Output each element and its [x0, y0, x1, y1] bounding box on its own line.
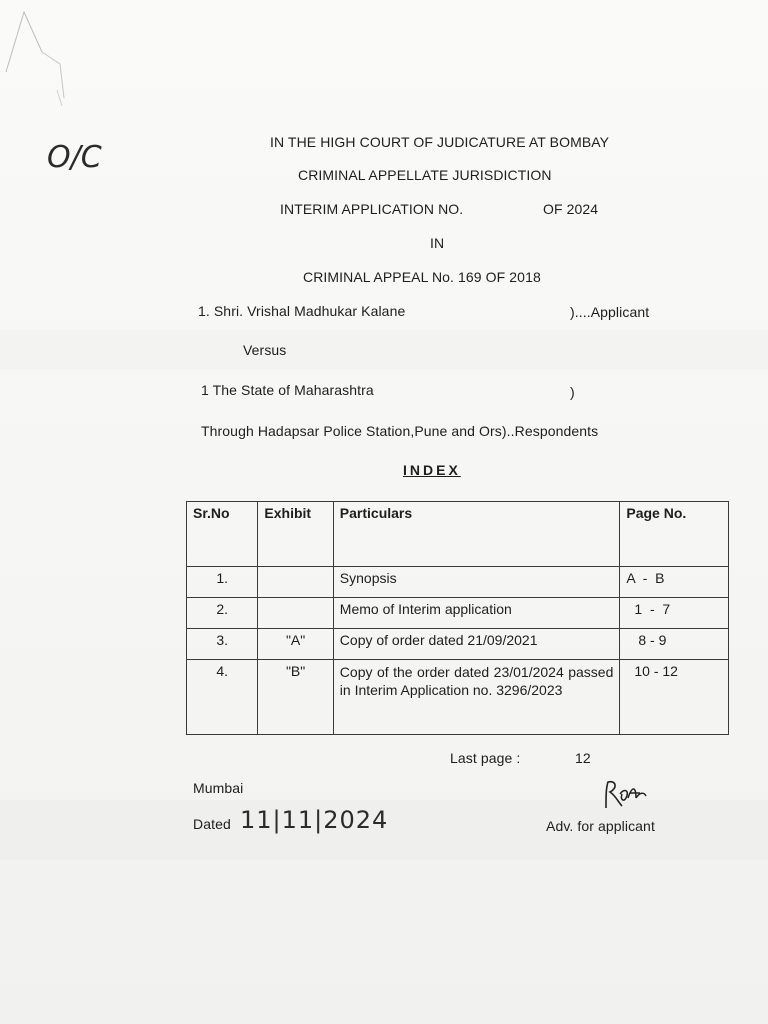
header-exhibit: Exhibit	[258, 502, 333, 567]
place-label: Mumbai	[193, 780, 244, 796]
index-table	[186, 501, 729, 735]
court-title: IN THE HIGH COURT OF JUDICATURE AT BOMBAY	[270, 134, 610, 150]
applicant-name: 1. Shri. Vrishal Madhukar Kalane	[198, 303, 406, 319]
row-particulars: Copy of the order dated 23/01/2024 passed in Interim Application no. 3296/2023	[333, 660, 620, 735]
row-particulars: Memo of Interim application	[333, 598, 620, 629]
application-year: OF 2024	[543, 201, 599, 217]
signature-icon	[600, 778, 650, 814]
handwritten-margin-note: O/C	[47, 140, 102, 175]
row-sr-no: 3.	[187, 629, 258, 660]
applicant-role: )....Applicant	[570, 304, 650, 320]
table-row	[187, 660, 729, 735]
criminal-appeal-number: CRIMINAL APPEAL No. 169 OF 2018	[303, 269, 541, 285]
in-label: IN	[430, 235, 445, 251]
table-row	[187, 629, 729, 660]
header-particulars: Particulars	[333, 502, 620, 567]
row-exhibit: "A"	[258, 629, 333, 660]
scan-shade	[0, 330, 768, 370]
row-page-no: 1 - 7	[620, 598, 729, 629]
row-particulars: Synopsis	[333, 567, 620, 598]
respondent-through: Through Hadapsar Police Station,Pune and Ors)..Respondents	[201, 423, 599, 439]
row-page-no: 8 - 9	[620, 629, 729, 660]
handwritten-date: 11|11|2024	[240, 806, 389, 834]
pencil-scribble-icon	[2, 2, 72, 112]
respondent-bracket: )	[570, 384, 575, 400]
index-header-row	[187, 502, 729, 567]
respondent-name: 1 The State of Maharashtra	[201, 382, 374, 398]
last-page-value: 12	[575, 750, 591, 766]
row-exhibit	[258, 567, 333, 598]
jurisdiction-title: CRIMINAL APPELLATE JURISDICTION	[298, 167, 552, 183]
row-page-no: 10 - 12	[620, 660, 729, 735]
versus-label: Versus	[243, 342, 287, 358]
row-exhibit	[258, 598, 333, 629]
dated-label: Dated	[193, 816, 231, 832]
table-row	[187, 598, 729, 629]
table-row	[187, 567, 729, 598]
last-page-label: Last page :	[450, 750, 521, 766]
row-sr-no: 2.	[187, 598, 258, 629]
application-number-label: INTERIM APPLICATION NO.	[280, 201, 464, 217]
advocate-label: Adv. for applicant	[546, 818, 655, 834]
header-sr-no: Sr.No	[187, 502, 258, 567]
row-page-no: A - B	[620, 567, 729, 598]
row-exhibit: "B"	[258, 660, 333, 735]
header-page-no: Page No.	[620, 502, 729, 567]
row-sr-no: 1.	[187, 567, 258, 598]
row-sr-no: 4.	[187, 660, 258, 735]
row-particulars: Copy of order dated 21/09/2021	[333, 629, 620, 660]
index-title: INDEX	[403, 462, 461, 478]
